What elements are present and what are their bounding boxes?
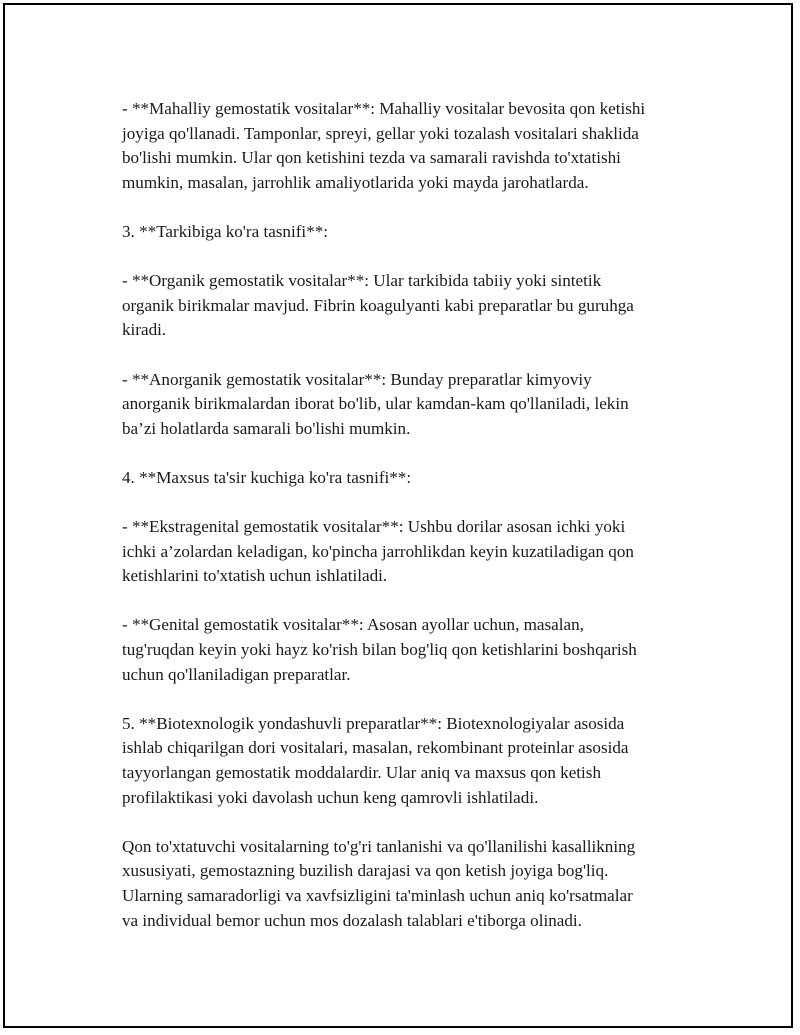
document-body (122, 97, 682, 958)
text-line: Qon to'xtatuvchi vositalarning to'g'ri tanlanishi va qo'llanilishi kasallikning (122, 836, 636, 856)
text-line: bo'lishi mumkin. Ular qon ketishini tezda va samarali ravishda to'xtatishi (122, 148, 621, 168)
document-page (3, 3, 793, 1028)
text-line: ba’zi holatlarda samarali bo'lishi mumkin. (122, 418, 411, 438)
text-line: - **Genital gemostatik vositalar**: Asosan ayollar uchun, masalan, (122, 615, 584, 635)
text-line: ishlab chiqarilgan dori vositalari, masalan, rekombinant proteinlar asosida (122, 738, 629, 758)
paragraph-extragenital-hemostatics (122, 515, 682, 589)
text-line: 4. **Maxsus ta'sir kuchiga ko'ra tasnifi**: (122, 467, 412, 487)
text-line: ketishlarini to'xtatish uchun ishlatiladi. (122, 566, 388, 586)
text-line: tug'ruqdan keyin yoki hayz ko'rish bilan bog'liq qon ketishlarini boshqarish (122, 640, 637, 660)
paragraph-local-hemostatics (122, 97, 682, 195)
text-line: tayyorlangan gemostatik moddalardir. Ular aniq va maxsus qon ketish (122, 763, 601, 783)
text-line: va individual bemor uchun mos dozalash talablari e'tiborga olinadi. (122, 910, 582, 930)
section-heading-special-effect (122, 466, 682, 491)
text-line: 3. **Tarkibiga ko'ra tasnifi**: (122, 221, 329, 241)
text-line: profilaktikasi yoki davolash uchun keng qamrovli ishlatiladi. (122, 787, 539, 807)
text-line: - **Mahalliy gemostatik vositalar**: Mahalliy vositalar bevosita qon ketishi (122, 99, 646, 118)
text-line: uchun qo'llaniladigan preparatlar. (122, 664, 351, 684)
paragraph-inorganic-hemostatics (122, 368, 682, 442)
section-heading-composition (122, 220, 682, 245)
text-line: kiradi. (122, 320, 167, 340)
text-line: ichki a’zolardan keladigan, ko'pincha jarrohlikdan keyin kuzatiladigan qon (122, 541, 634, 561)
text-line: organik birikmalar mavjud. Fibrin koagulyanti kabi preparatlar bu guruhga (122, 295, 634, 315)
text-line: xususiyati, gemostazning buzilish darajasi va qon ketish joyiga bog'liq. (122, 861, 609, 881)
text-line: 5. **Biotexnologik yondashuvli preparatlar**: Biotexnologiyalar asosida (122, 713, 625, 733)
paragraph-biotechnology-preparations (122, 712, 682, 810)
text-line: - **Organik gemostatik vositalar**: Ular tarkibida tabiiy yoki sintetik (122, 271, 602, 291)
paragraph-organic-hemostatics (122, 269, 682, 343)
text-line: anorganik birikmalardan iborat bo'lib, ular kamdan-kam qo'llaniladi, lekin (122, 394, 629, 414)
text-line: Ularning samaradorligi va xavfsizligini ta'minlash uchun aniq ko'rsatmalar (122, 886, 633, 905)
paragraph-genital-hemostatics (122, 613, 682, 687)
text-line: mumkin, masalan, jarrohlik amaliyotlarida yoki mayda jarohatlarda. (122, 172, 589, 192)
paragraph-conclusion (122, 835, 682, 933)
text-line: - **Ekstragenital gemostatik vositalar**: Ushbu dorilar asosan ichki yoki (122, 517, 626, 537)
text-line: joyiga qo'llanadi. Tamponlar, spreyi, gellar yoki tozalash vositalari shaklida (122, 123, 639, 143)
text-line: - **Anorganik gemostatik vositalar**: Bunday preparatlar kimyoviy (122, 369, 592, 389)
